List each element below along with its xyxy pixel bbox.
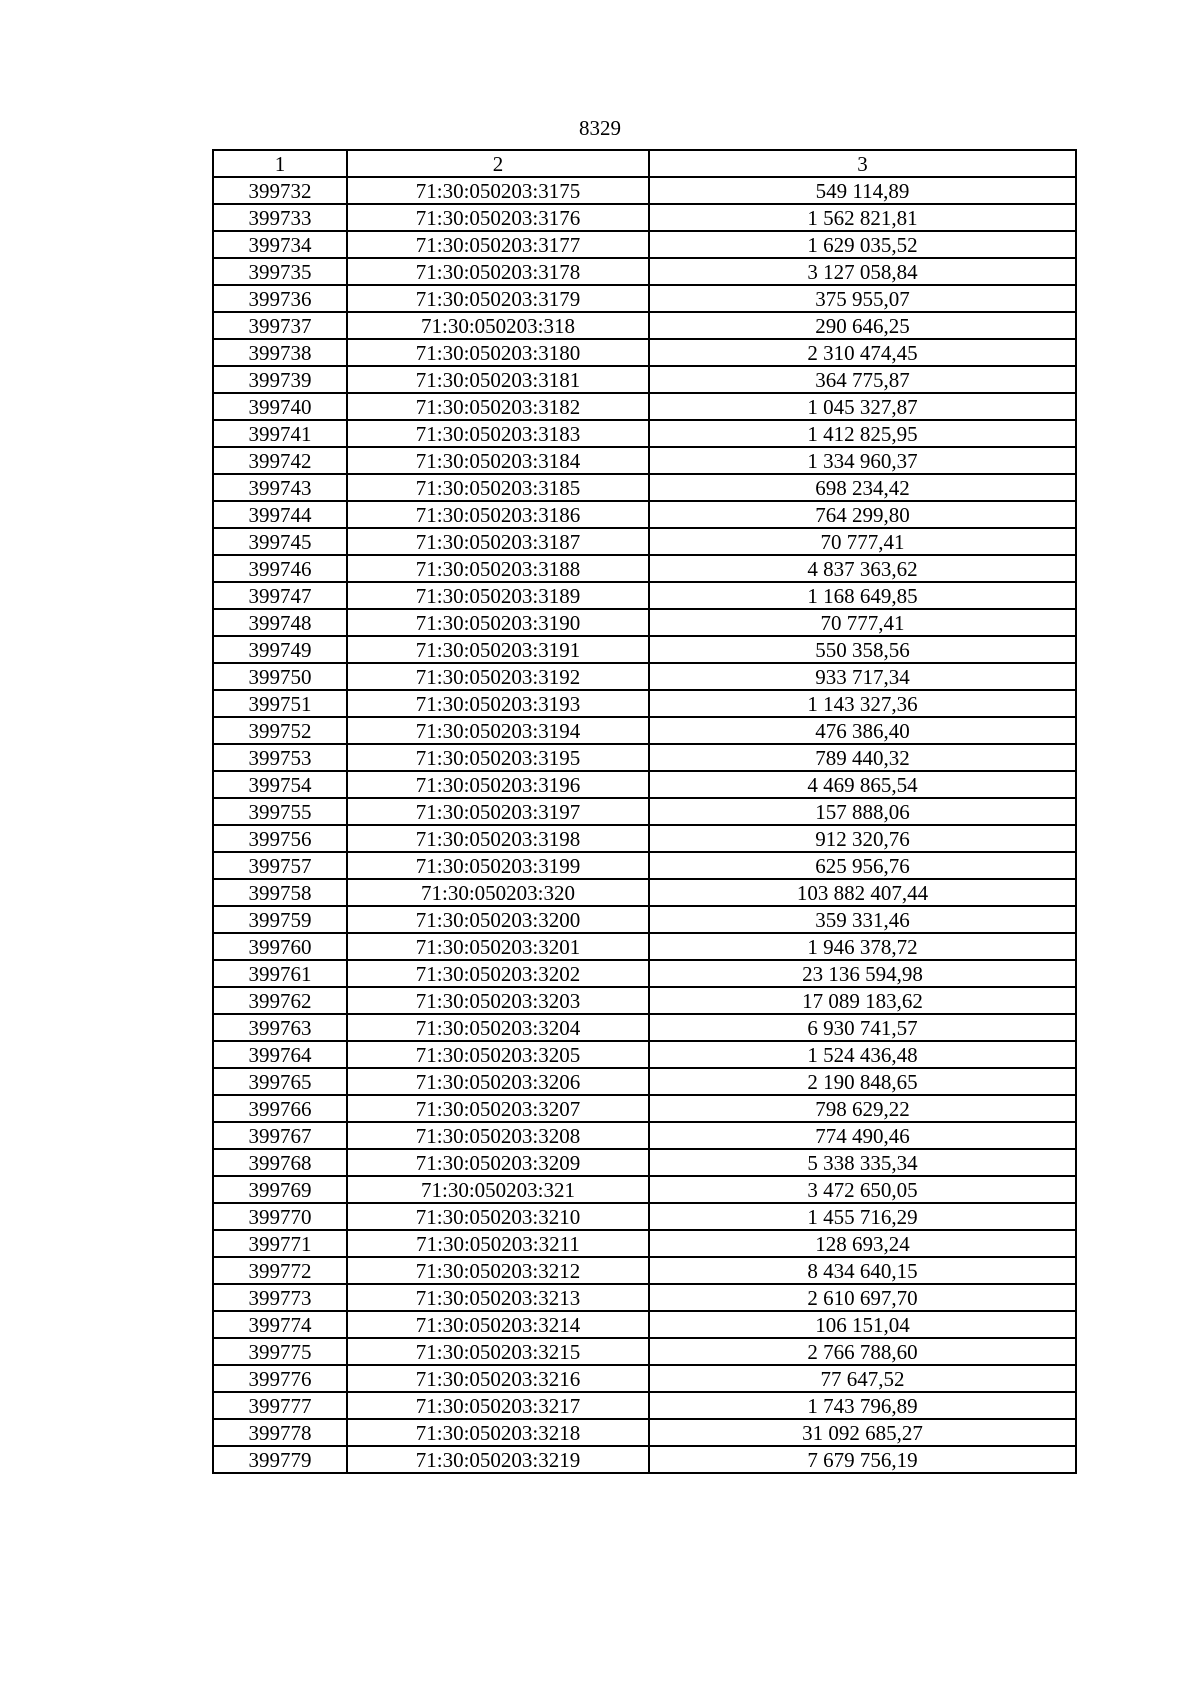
header-cell-col-1: 1 — [213, 150, 347, 177]
table-row — [213, 366, 1076, 393]
cadastral-value-cell: 774 490,46 — [649, 1122, 1076, 1149]
cadastral-number-cell: 71:30:050203:3180 — [347, 339, 649, 366]
cadastral-value-cell: 103 882 407,44 — [649, 879, 1076, 906]
table-row — [213, 1365, 1076, 1392]
cadastral-value-cell: 5 338 335,34 — [649, 1149, 1076, 1176]
cadastral-value-cell: 1 562 821,81 — [649, 204, 1076, 231]
row-number-cell: 399748 — [213, 609, 347, 636]
cadastral-number-cell: 71:30:050203:3216 — [347, 1365, 649, 1392]
row-number-cell: 399761 — [213, 960, 347, 987]
cadastral-value-cell: 1 168 649,85 — [649, 582, 1076, 609]
cadastral-value-cell: 4 469 865,54 — [649, 771, 1076, 798]
table-row — [213, 1338, 1076, 1365]
row-number-cell: 399775 — [213, 1338, 347, 1365]
table-row — [213, 663, 1076, 690]
cadastral-number-cell: 71:30:050203:3184 — [347, 447, 649, 474]
table-row — [213, 1176, 1076, 1203]
cadastral-value-cell: 364 775,87 — [649, 366, 1076, 393]
cadastral-value-cell: 8 434 640,15 — [649, 1257, 1076, 1284]
row-number-cell: 399765 — [213, 1068, 347, 1095]
row-number-cell: 399743 — [213, 474, 347, 501]
table-row — [213, 474, 1076, 501]
header-cell-col-3: 3 — [649, 150, 1076, 177]
table-row — [213, 501, 1076, 528]
row-number-cell: 399737 — [213, 312, 347, 339]
cadastral-number-cell: 71:30:050203:3188 — [347, 555, 649, 582]
row-number-cell: 399750 — [213, 663, 347, 690]
cadastral-value-cell: 2 310 474,45 — [649, 339, 1076, 366]
row-number-cell: 399767 — [213, 1122, 347, 1149]
cadastral-value-cell: 1 629 035,52 — [649, 231, 1076, 258]
cadastral-number-cell: 71:30:050203:3179 — [347, 285, 649, 312]
row-number-cell: 399755 — [213, 798, 347, 825]
cadastral-value-cell: 625 956,76 — [649, 852, 1076, 879]
table-row — [213, 204, 1076, 231]
row-number-cell: 399745 — [213, 528, 347, 555]
cadastral-value-cell: 157 888,06 — [649, 798, 1076, 825]
cadastral-value-cell: 1 334 960,37 — [649, 447, 1076, 474]
cadastral-number-cell: 71:30:050203:3196 — [347, 771, 649, 798]
table-row — [213, 312, 1076, 339]
cadastral-value-cell: 3 472 650,05 — [649, 1176, 1076, 1203]
row-number-cell: 399736 — [213, 285, 347, 312]
cadastral-number-cell: 71:30:050203:3183 — [347, 420, 649, 447]
cadastral-number-cell: 71:30:050203:3204 — [347, 1014, 649, 1041]
cadastral-value-cell: 764 299,80 — [649, 501, 1076, 528]
row-number-cell: 399738 — [213, 339, 347, 366]
row-number-cell: 399753 — [213, 744, 347, 771]
row-number-cell: 399776 — [213, 1365, 347, 1392]
cadastral-value-cell: 375 955,07 — [649, 285, 1076, 312]
table-row — [213, 1122, 1076, 1149]
cadastral-number-cell: 71:30:050203:3215 — [347, 1338, 649, 1365]
table-row — [213, 1149, 1076, 1176]
table-row — [213, 1014, 1076, 1041]
cadastral-value-cell: 550 358,56 — [649, 636, 1076, 663]
cadastral-number-cell: 71:30:050203:3208 — [347, 1122, 649, 1149]
row-number-cell: 399754 — [213, 771, 347, 798]
cadastral-value-cell: 789 440,32 — [649, 744, 1076, 771]
row-number-cell: 399747 — [213, 582, 347, 609]
row-number-cell: 399751 — [213, 690, 347, 717]
cadastral-number-cell: 71:30:050203:3176 — [347, 204, 649, 231]
cadastral-number-cell: 71:30:050203:3192 — [347, 663, 649, 690]
cadastral-value-cell: 290 646,25 — [649, 312, 1076, 339]
cadastral-number-cell: 71:30:050203:3209 — [347, 1149, 649, 1176]
cadastral-value-cell: 1 455 716,29 — [649, 1203, 1076, 1230]
cadastral-number-cell: 71:30:050203:3205 — [347, 1041, 649, 1068]
row-number-cell: 399733 — [213, 204, 347, 231]
cadastral-value-cell: 128 693,24 — [649, 1230, 1076, 1257]
cadastral-number-cell: 71:30:050203:3197 — [347, 798, 649, 825]
cadastral-number-cell: 71:30:050203:3181 — [347, 366, 649, 393]
cadastral-value-cell: 359 331,46 — [649, 906, 1076, 933]
cadastral-value-cell: 3 127 058,84 — [649, 258, 1076, 285]
table-row — [213, 1041, 1076, 1068]
cadastral-number-cell: 71:30:050203:3177 — [347, 231, 649, 258]
cadastral-number-cell: 71:30:050203:3187 — [347, 528, 649, 555]
cadastral-number-cell: 71:30:050203:3219 — [347, 1446, 649, 1473]
table-row — [213, 1446, 1076, 1473]
cadastral-number-cell: 71:30:050203:3190 — [347, 609, 649, 636]
cadastral-value-cell: 933 717,34 — [649, 663, 1076, 690]
cadastral-number-cell: 71:30:050203:3194 — [347, 717, 649, 744]
cadastral-value-cell: 1 045 327,87 — [649, 393, 1076, 420]
cadastral-value-cell: 70 777,41 — [649, 609, 1076, 636]
row-number-cell: 399759 — [213, 906, 347, 933]
table-row — [213, 852, 1076, 879]
table-row — [213, 717, 1076, 744]
cadastral-number-cell: 71:30:050203:318 — [347, 312, 649, 339]
row-number-cell: 399744 — [213, 501, 347, 528]
cadastral-value-cell: 17 089 183,62 — [649, 987, 1076, 1014]
row-number-cell: 399771 — [213, 1230, 347, 1257]
row-number-cell: 399746 — [213, 555, 347, 582]
cadastral-value-cell: 1 946 378,72 — [649, 933, 1076, 960]
row-number-cell: 399766 — [213, 1095, 347, 1122]
cadastral-value-cell: 1 743 796,89 — [649, 1392, 1076, 1419]
row-number-cell: 399777 — [213, 1392, 347, 1419]
row-number-cell: 399763 — [213, 1014, 347, 1041]
row-number-cell: 399741 — [213, 420, 347, 447]
table-row — [213, 231, 1076, 258]
row-number-cell: 399762 — [213, 987, 347, 1014]
table-row — [213, 339, 1076, 366]
table-row — [213, 1311, 1076, 1338]
cadastral-value-cell: 476 386,40 — [649, 717, 1076, 744]
table-row — [213, 1392, 1076, 1419]
cadastral-number-cell: 71:30:050203:3217 — [347, 1392, 649, 1419]
cadastral-number-cell: 71:30:050203:3199 — [347, 852, 649, 879]
table-row — [213, 1095, 1076, 1122]
cadastral-value-cell: 70 777,41 — [649, 528, 1076, 555]
cadastral-number-cell: 71:30:050203:3206 — [347, 1068, 649, 1095]
row-number-cell: 399749 — [213, 636, 347, 663]
cadastral-value-cell: 31 092 685,27 — [649, 1419, 1076, 1446]
table-row — [213, 1230, 1076, 1257]
table-row — [213, 636, 1076, 663]
cadastral-value-cell: 1 412 825,95 — [649, 420, 1076, 447]
row-number-cell: 399742 — [213, 447, 347, 474]
cadastral-value-cell: 23 136 594,98 — [649, 960, 1076, 987]
table-row — [213, 1203, 1076, 1230]
table-row — [213, 420, 1076, 447]
row-number-cell: 399740 — [213, 393, 347, 420]
cadastral-number-cell: 71:30:050203:3218 — [347, 1419, 649, 1446]
row-number-cell: 399772 — [213, 1257, 347, 1284]
cadastral-value-cell: 2 766 788,60 — [649, 1338, 1076, 1365]
cadastral-value-cell: 912 320,76 — [649, 825, 1076, 852]
row-number-cell: 399735 — [213, 258, 347, 285]
cadastral-number-cell: 71:30:050203:3213 — [347, 1284, 649, 1311]
row-number-cell: 399756 — [213, 825, 347, 852]
cadastral-number-cell: 71:30:050203:3210 — [347, 1203, 649, 1230]
table-row — [213, 906, 1076, 933]
cadastral-number-cell: 71:30:050203:320 — [347, 879, 649, 906]
cadastral-number-cell: 71:30:050203:3193 — [347, 690, 649, 717]
table-row — [213, 690, 1076, 717]
row-number-cell: 399768 — [213, 1149, 347, 1176]
cadastral-number-cell: 71:30:050203:3182 — [347, 393, 649, 420]
table-row — [213, 933, 1076, 960]
cadastral-number-cell: 71:30:050203:3203 — [347, 987, 649, 1014]
table-row — [213, 825, 1076, 852]
header-cell-col-2: 2 — [347, 150, 649, 177]
row-number-cell: 399769 — [213, 1176, 347, 1203]
row-number-cell: 399764 — [213, 1041, 347, 1068]
table-row — [213, 258, 1076, 285]
cadastral-value-cell: 7 679 756,19 — [649, 1446, 1076, 1473]
cadastral-number-cell: 71:30:050203:3178 — [347, 258, 649, 285]
table-row — [213, 879, 1076, 906]
table-row — [213, 609, 1076, 636]
table-row — [213, 177, 1076, 204]
table-row — [213, 960, 1076, 987]
cadastral-number-cell: 71:30:050203:3211 — [347, 1230, 649, 1257]
cadastral-number-cell: 71:30:050203:3198 — [347, 825, 649, 852]
row-number-cell: 399760 — [213, 933, 347, 960]
row-number-cell: 399770 — [213, 1203, 347, 1230]
table-row — [213, 798, 1076, 825]
row-number-cell: 399773 — [213, 1284, 347, 1311]
cadastral-value-cell: 6 930 741,57 — [649, 1014, 1076, 1041]
cadastral-value-cell: 2 190 848,65 — [649, 1068, 1076, 1095]
cadastral-value-cell: 106 151,04 — [649, 1311, 1076, 1338]
table-row — [213, 582, 1076, 609]
table-row — [213, 447, 1076, 474]
cadastral-number-cell: 71:30:050203:3212 — [347, 1257, 649, 1284]
table-row — [213, 528, 1076, 555]
cadastral-number-cell: 71:30:050203:3207 — [347, 1095, 649, 1122]
row-number-cell: 399734 — [213, 231, 347, 258]
cadastral-number-cell: 71:30:050203:3189 — [347, 582, 649, 609]
table-body — [213, 177, 1076, 1473]
page-number: 8329 — [579, 116, 621, 140]
table-row — [213, 1257, 1076, 1284]
table-row — [213, 1068, 1076, 1095]
table-header-row — [213, 150, 1076, 177]
cadastral-value-cell: 4 837 363,62 — [649, 555, 1076, 582]
table-row — [213, 744, 1076, 771]
cadastral-value-cell: 1 143 327,36 — [649, 690, 1076, 717]
cadastral-number-cell: 71:30:050203:3201 — [347, 933, 649, 960]
cadastral-value-cell: 1 524 436,48 — [649, 1041, 1076, 1068]
cadastral-number-cell: 71:30:050203:3202 — [347, 960, 649, 987]
row-number-cell: 399774 — [213, 1311, 347, 1338]
row-number-cell: 399739 — [213, 366, 347, 393]
cadastral-value-cell: 2 610 697,70 — [649, 1284, 1076, 1311]
table-row — [213, 1419, 1076, 1446]
cadastral-number-cell: 71:30:050203:3195 — [347, 744, 649, 771]
cadastral-value-cell: 798 629,22 — [649, 1095, 1076, 1122]
row-number-cell: 399757 — [213, 852, 347, 879]
table-row — [213, 1284, 1076, 1311]
row-number-cell: 399779 — [213, 1446, 347, 1473]
cadastral-number-cell: 71:30:050203:3175 — [347, 177, 649, 204]
cadastral-value-table — [212, 149, 1077, 1474]
cadastral-number-cell: 71:30:050203:321 — [347, 1176, 649, 1203]
cadastral-number-cell: 71:30:050203:3191 — [347, 636, 649, 663]
row-number-cell: 399758 — [213, 879, 347, 906]
table-row — [213, 771, 1076, 798]
table-row — [213, 555, 1076, 582]
row-number-cell: 399752 — [213, 717, 347, 744]
cadastral-number-cell: 71:30:050203:3186 — [347, 501, 649, 528]
cadastral-number-cell: 71:30:050203:3214 — [347, 1311, 649, 1338]
cadastral-number-cell: 71:30:050203:3185 — [347, 474, 649, 501]
row-number-cell: 399778 — [213, 1419, 347, 1446]
table-row — [213, 285, 1076, 312]
row-number-cell: 399732 — [213, 177, 347, 204]
cadastral-value-cell: 77 647,52 — [649, 1365, 1076, 1392]
cadastral-value-cell: 698 234,42 — [649, 474, 1076, 501]
table-row — [213, 987, 1076, 1014]
cadastral-number-cell: 71:30:050203:3200 — [347, 906, 649, 933]
table-row — [213, 393, 1076, 420]
cadastral-value-cell: 549 114,89 — [649, 177, 1076, 204]
